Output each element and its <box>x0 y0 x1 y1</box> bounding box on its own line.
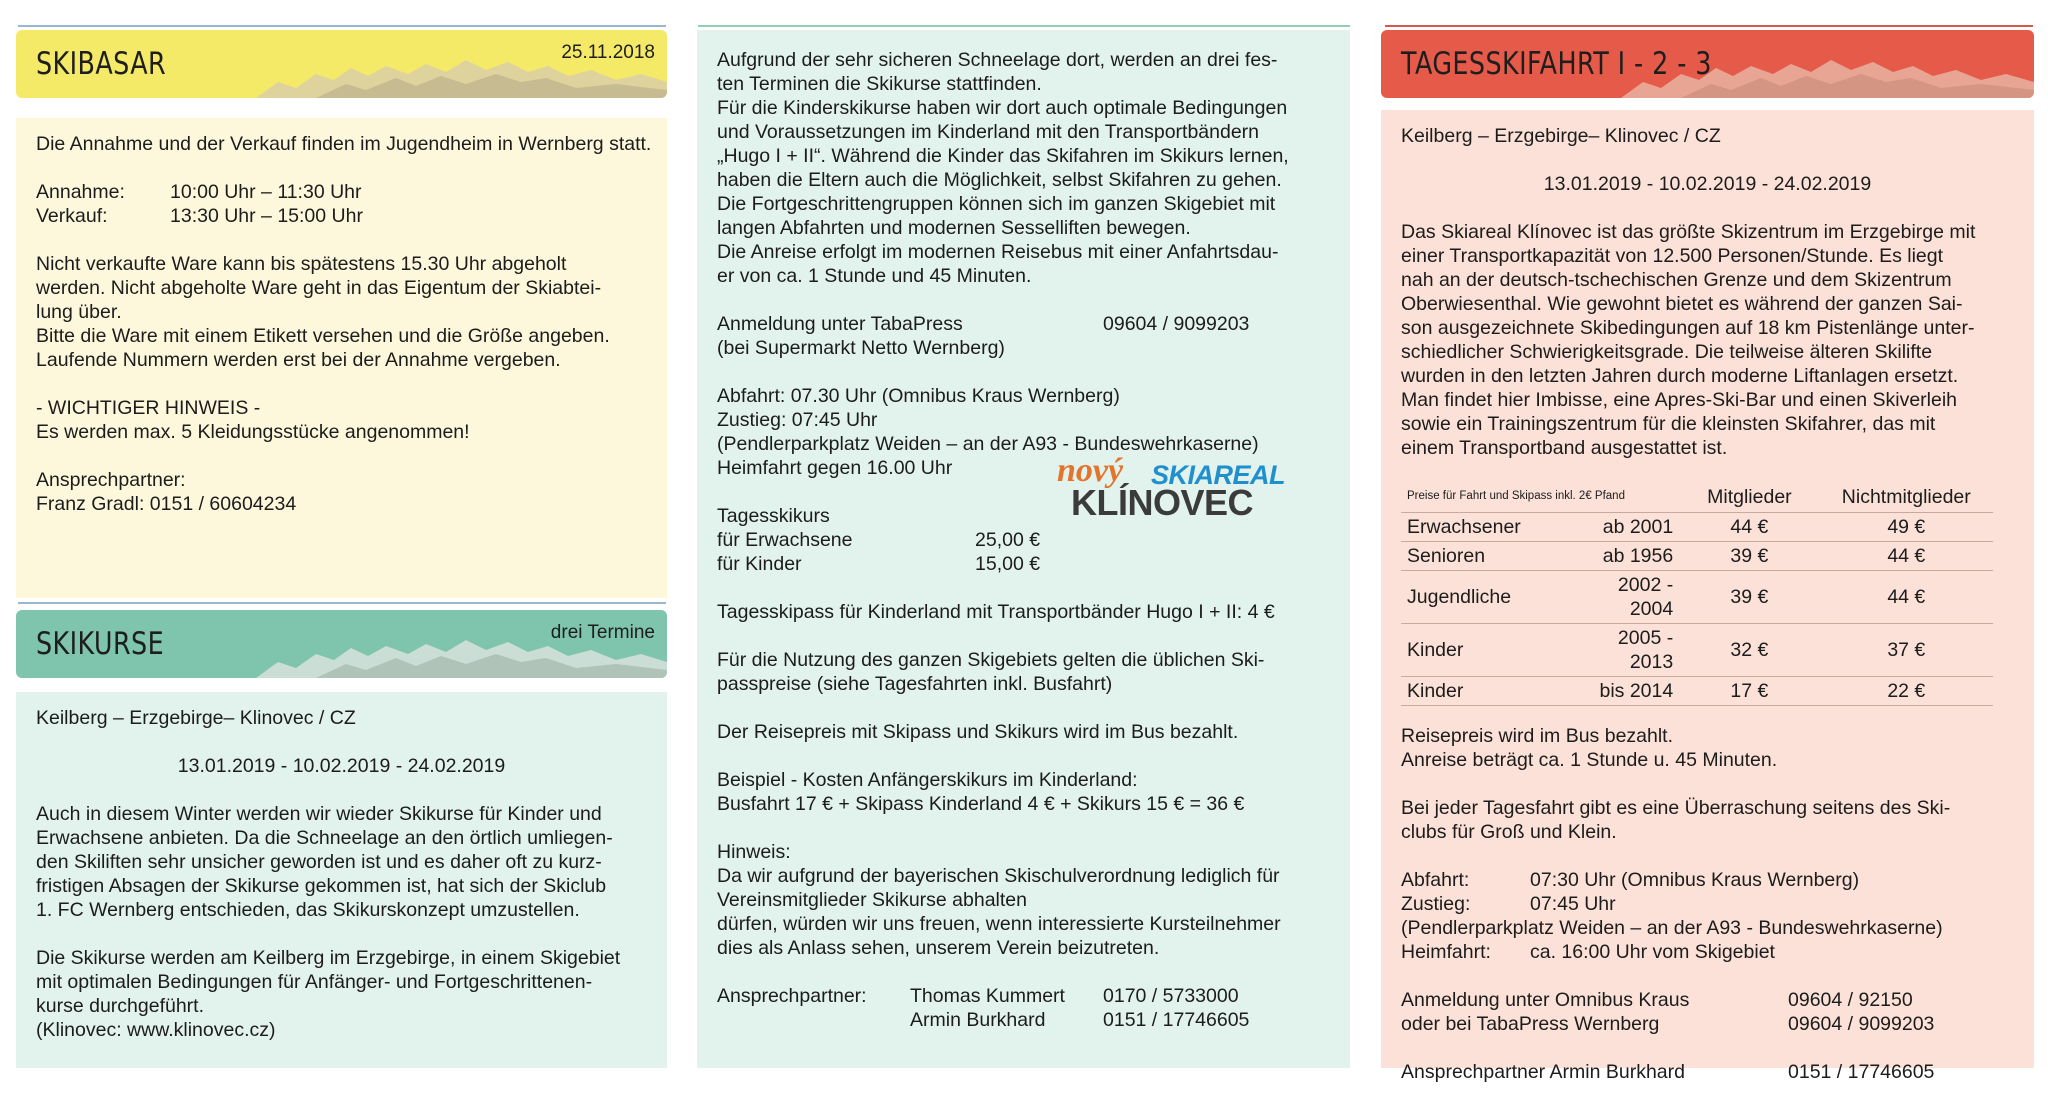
return-value: ca. 16:00 Uhr vom Skigebiet <box>1530 941 1775 963</box>
tagesski-text-line: einem Transportband ausgestattet ist. <box>1401 437 1728 459</box>
middle-text-line: und Voraussetzungen im Kinderland mit den Transportbändern <box>717 121 1260 143</box>
price-nonmembers: 49 € <box>1820 513 1993 542</box>
tagesski-header <box>1381 30 2034 98</box>
child-price: 15,00 € <box>975 553 1041 575</box>
skibasar-intro: Die Annahme und der Verkauf finden im Jugendheim in Wernberg statt. <box>36 133 652 155</box>
spacer <box>717 1008 910 1032</box>
contact-label: Ansprechpartner: <box>717 985 867 1007</box>
middle-text-line: Aufgrund der sehr sicheren Schneelage dort, werden an drei fes- <box>717 49 1278 71</box>
price-year: 2002 - 2004 <box>1563 571 1679 624</box>
skikurse-text-line: Erwachsene anbieten. Da die Schneelage an den örtlich umliegen- <box>36 827 613 849</box>
departure-label: Abfahrt: <box>1401 869 1470 891</box>
departure-value: 07:30 Uhr (Omnibus Kraus Wernberg) <box>1530 869 1860 891</box>
skikurse-box <box>16 692 667 1068</box>
logo-novy: nový <box>1057 452 1124 489</box>
tagesski-text-line: Man findet hier Imbisse, eine Apres-Ski-Bar und einen Skiverleih <box>1401 389 1958 411</box>
registration-phone: 09604 / 92150 <box>1788 989 1913 1011</box>
tagesski-text-line: nah an der deutsch-tschechischen Grenze und dem Skizentrum <box>1401 269 1952 291</box>
price-category: Erwachsener <box>1401 513 1563 542</box>
contact-phone: 0151 / 17746605 <box>1788 1061 1935 1083</box>
skibasar-text-line: Nicht verkaufte Ware kann bis spätestens 15.30 Uhr abgeholt <box>36 253 567 275</box>
col-members: Mitglieder <box>1679 482 1819 513</box>
verkauf-time: 13:30 Uhr – 15:00 Uhr <box>170 205 363 227</box>
skikurse-dates: 13.01.2019 - 10.02.2019 - 24.02.2019 <box>177 755 506 777</box>
skikurse-header <box>16 610 667 678</box>
skikurse-text-line: fristigen Absagen der Skikurse gekommen ist, hat sich der Skiclub <box>36 875 607 897</box>
child-label: für Kinder <box>717 553 802 575</box>
registration-sub: (bei Supermarkt Netto Wernberg) <box>717 337 1005 359</box>
price-year: 2005 - 2013 <box>1563 624 1679 677</box>
boarding-value: 07:45 Uhr <box>1530 893 1616 915</box>
tagesski-text-line: son ausgezeichnete Skibedingungen auf 18 km Pistenlänge unter- <box>1401 317 1975 339</box>
price-nonmembers: 44 € <box>1820 542 1993 571</box>
registration-phone: 09604 / 9099203 <box>1788 1013 1935 1035</box>
hint-text: Es werden max. 5 Kleidungsstücke angenommen! <box>36 421 470 443</box>
skibasar-date: 25.11.2018 <box>561 42 655 63</box>
skibasar-text-line: lung über. <box>36 301 122 323</box>
price-table <box>1401 482 1993 706</box>
skikurse-text-line: den Skiliften sehr unsicher geworden ist und es daher oft zu kurz- <box>36 851 602 873</box>
travel-price-note: Der Reisepreis mit Skipass und Skikurs wird im Bus bezahlt. <box>717 721 1239 743</box>
boarding: Zustieg: 07:45 Uhr <box>717 409 878 431</box>
registration-label: Anmeldung unter Omnibus Kraus <box>1401 989 1690 1011</box>
tagesski-dates: 13.01.2019 - 10.02.2019 - 24.02.2019 <box>1543 173 1872 195</box>
departure: Abfahrt: 07.30 Uhr (Omnibus Kraus Wernberg) <box>717 385 1120 407</box>
price-category: Senioren <box>1401 542 1563 571</box>
skibasar-title: SKIBASAR <box>36 46 167 82</box>
boarding-label: Zustieg: <box>1401 893 1471 915</box>
price-table-caption: Preise für Fahrt und Skipass inkl. 2€ Pfand <box>1401 482 1679 513</box>
middle-text-line: Da wir aufgrund der bayerischen Skischulverordnung lediglich für <box>717 865 1280 887</box>
middle-text-line: Für die Kinderskikurse haben wir dort auch optimale Bedingungen <box>717 97 1288 119</box>
tagesski-text-line: Bei jeder Tagesfahrt gibt es eine Überraschung seitens des Ski- <box>1401 797 1951 819</box>
contact-phone: 0151 / 17746605 <box>1103 1009 1250 1031</box>
tagesski-text-line: einer Transportkapazität von 12.500 Personen/Stunde. Es liegt <box>1401 245 1944 267</box>
middle-text-line: Für die Nutzung des ganzen Skigebiets gelten die üblichen Ski- <box>717 649 1265 671</box>
top-rule-left <box>18 25 666 27</box>
tagesski-box <box>1381 110 2034 1083</box>
contact-label: Ansprechpartner Armin Burkhard <box>1401 1061 1685 1083</box>
verkauf-label: Verkauf: <box>36 205 108 227</box>
note-title: Hinweis: <box>717 841 791 863</box>
price-nonmembers: 22 € <box>1820 677 1993 706</box>
price-row <box>1401 571 1993 624</box>
price-row <box>1401 513 1993 542</box>
price-category: Kinder <box>1401 624 1563 677</box>
top-rule-right <box>1385 25 2033 27</box>
price-members: 39 € <box>1679 571 1819 624</box>
skikurse-location: Keilberg – Erzgebirge– Klinovec / CZ <box>36 707 356 729</box>
park-and-ride: (Pendlerparkplatz Weiden – an der A93 - Bundeswehrkaserne) <box>1401 917 1943 939</box>
tagesski-text-line: Anreise beträgt ca. 1 Stunde u. 45 Minuten. <box>1401 749 1778 771</box>
middle-text-line: er von ca. 1 Stunde und 45 Minuten. <box>717 265 1032 287</box>
skikurse-text-line: kurse durchgeführt. <box>36 995 205 1017</box>
skikurse-sub: drei Termine <box>550 622 655 643</box>
example-title: Beispiel - Kosten Anfängerskikurs im Kinderland: <box>717 769 1138 791</box>
skibasar-text-line: Laufende Nummern werden erst bei der Annahme vergeben. <box>36 349 561 371</box>
middle-text-line: haben die Eltern auch die Möglichkeit, selbst Skifahren zu gehen. <box>717 169 1282 191</box>
annahme-time: 10:00 Uhr – 11:30 Uhr <box>170 181 362 203</box>
park-and-ride: (Pendlerparkplatz Weiden – an der A93 - Bundeswehrkaserne) <box>717 433 1259 455</box>
tagesski-text-line: clubs für Groß und Klein. <box>1401 821 1617 843</box>
top-rule-middle <box>698 25 1350 27</box>
contact-phone: 0170 / 5733000 <box>1103 985 1239 1007</box>
price-row <box>1401 677 1993 706</box>
middle-text-line: dürfen, würden wir uns freuen, wenn interessierte Kursteilnehmer <box>717 913 1281 935</box>
tagesski-title: TAGESSKIFAHRT I - 2 - 3 <box>1401 46 1712 82</box>
skibasar-box <box>16 118 667 598</box>
price-members: 44 € <box>1679 513 1819 542</box>
price-nonmembers: 44 € <box>1820 571 1993 624</box>
price-category: Jugendliche <box>1401 571 1563 624</box>
kinderland-pass: Tagesskipass für Kinderland mit Transportbänder Hugo I + II: 4 € <box>717 601 1275 623</box>
klinovec-link[interactable]: (Klinovec: www.klinovec.cz) <box>36 1019 276 1041</box>
price-row <box>1401 624 1993 677</box>
middle-text-line: Die Anreise erfolgt im modernen Reisebus mit einer Anfahrtsdau- <box>717 241 1279 263</box>
price-nonmembers: 37 € <box>1820 624 1993 677</box>
tagesski-text-line: sowie ein Trainingszentrum für die kleinsten Skifahrer, das mit <box>1401 413 1936 435</box>
tagesski-text-line: wurden in den letzten Jahren durch moderne Liftanlagen ersetzt. <box>1401 365 1959 387</box>
middle-text-line: Die Fortgeschrittengruppen können sich im ganzen Skigebiet mit <box>717 193 1276 215</box>
registration-phone: 09604 / 9099203 <box>1103 313 1250 335</box>
logo-skiareal: SKIAREAL <box>1151 460 1286 490</box>
middle-text-line: passpreise (siehe Tagesfahrten inkl. Busfahrt) <box>717 673 1113 695</box>
skikurse-title: SKIKURSE <box>36 626 165 662</box>
adult-label: für Erwachsene <box>717 529 853 551</box>
middle-text-line: Vereinsmitglieder Skikurse abhalten <box>717 889 1028 911</box>
tagesski-text-line: Das Skiareal Klínovec ist das größte Skizentrum im Erzgebirge mit <box>1401 221 1976 243</box>
price-year: ab 1956 <box>1563 542 1679 571</box>
divider-rule <box>18 602 666 604</box>
example-calc: Busfahrt 17 € + Skipass Kinderland 4 € + Skikurs 15 € = 36 € <box>717 793 1245 815</box>
price-year: ab 2001 <box>1563 513 1679 542</box>
registration-label: Anmeldung unter TabaPress <box>717 313 963 335</box>
middle-text-line: „Hugo I + II“. Während die Kinder das Skifahren im Skikurs lernen, <box>717 145 1289 167</box>
contact-label: Ansprechpartner: <box>36 469 186 491</box>
skiareal-logo <box>1057 452 1323 522</box>
skikurse-text-line: mit optimalen Bedingungen für Anfänger- und Fortgeschrittenen- <box>36 971 593 993</box>
price-category: Kinder <box>1401 677 1563 706</box>
return-label: Heimfahrt: <box>1401 941 1491 963</box>
hint-title: - WICHTIGER HINWEIS - <box>36 397 261 419</box>
registration-label: oder bei TabaPress Wernberg <box>1401 1013 1660 1035</box>
contact-name: Thomas Kummert <box>910 985 1065 1007</box>
logo-klinovec: KLÍNOVEC <box>1071 482 1254 523</box>
course-title: Tagesskikurs <box>717 505 830 527</box>
skikurse-text-line: 1. FC Wernberg entschieden, das Skikurskonzept umzustellen. <box>36 899 580 921</box>
contact-name: Armin Burkhard <box>910 1009 1046 1031</box>
contact-value: Franz Gradl: 0151 / 60604234 <box>36 493 297 515</box>
middle-text-line: ten Terminen die Skikurse stattfinden. <box>717 73 1042 95</box>
middle-text-line: dies als Anlass sehen, unserem Verein beizutreten. <box>717 937 1160 959</box>
tagesski-text-line: schiedlicher Schwierigkeitsgrade. Die teilweise älteren Skilifte <box>1401 341 1933 363</box>
skikurse-text-line: Die Skikurse werden am Keilberg im Erzgebirge, in einem Skigebiet <box>36 947 621 969</box>
middle-box <box>697 30 1350 1068</box>
adult-price: 25,00 € <box>975 529 1041 551</box>
skibasar-text-line: Bitte die Ware mit einem Etikett versehen und die Größe angeben. <box>36 325 610 347</box>
skibasar-text-line: werden. Nicht abgeholte Ware geht in das Eigentum der Skiabtei- <box>36 277 602 299</box>
tagesski-text-line: Reisepreis wird im Bus bezahlt. <box>1401 725 1674 747</box>
price-members: 17 € <box>1679 677 1819 706</box>
return-trip: Heimfahrt gegen 16.00 Uhr <box>717 457 953 479</box>
annahme-label: Annahme: <box>36 181 125 203</box>
skikurse-text-line: Auch in diesem Winter werden wir wieder Skikurse für Kinder und <box>36 803 602 825</box>
tagesski-text-line: Oberwiesenthal. Wie gewohnt bietet es während der ganzen Sai- <box>1401 293 1963 315</box>
price-year: bis 2014 <box>1563 677 1679 706</box>
price-members: 32 € <box>1679 624 1819 677</box>
col-nonmembers: Nichtmitglieder <box>1820 482 1993 513</box>
price-row <box>1401 542 1993 571</box>
tagesski-location: Keilberg – Erzgebirge– Klinovec / CZ <box>1401 125 1721 147</box>
skibasar-header <box>16 30 667 98</box>
price-members: 39 € <box>1679 542 1819 571</box>
middle-text-line: langen Abfahrten und modernen Sesselliften bewegen. <box>717 217 1191 239</box>
